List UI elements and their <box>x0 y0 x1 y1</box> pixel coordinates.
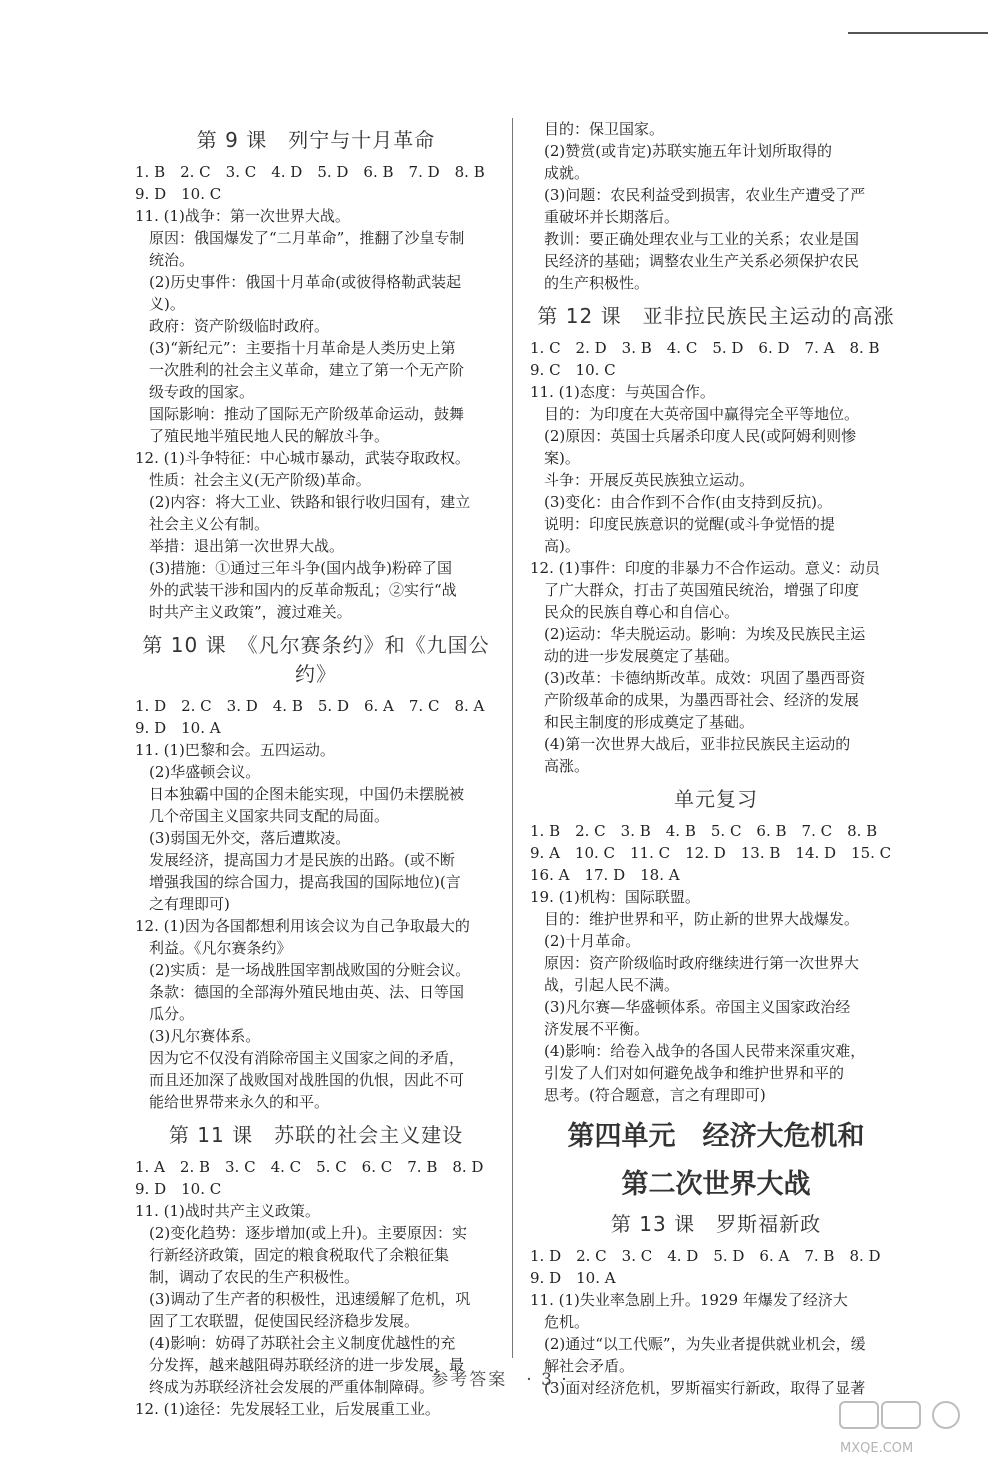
answer-line: 危机。 <box>544 1313 590 1331</box>
answer-line: 几个帝国主义国家共同支配的局面。 <box>149 807 390 825</box>
answer-line: 级专政的国家。 <box>149 383 255 401</box>
answer-line: 9. C 10. C <box>530 361 616 379</box>
answer-line: 制，调动了农民的生产积极性。 <box>149 1268 360 1286</box>
answer-line: 11. (1)巴黎和会。五四运动。 <box>135 741 335 759</box>
answer-line: 1. D 2. C 3. D 4. B 5. D 6. A 7. C 8. A <box>135 697 485 715</box>
answer-line: 引发了人们对如何避免战争和维护世界和平的 <box>544 1064 845 1082</box>
answer-line: (2)原因：英国士兵屠杀印度人民(或阿姆利则惨 <box>544 427 857 445</box>
answer-line: 斗争：开展反英民族独立运动。 <box>544 471 755 489</box>
answer-line: (4)第一次世界大战后，亚非拉民族民主运动的 <box>544 735 851 753</box>
answer-line: (2)赞赏(或肯定)苏联实施五年计划所取得的 <box>544 142 832 160</box>
answer-line: (2)华盛顿会议。 <box>149 763 261 781</box>
answer-line: 11. (1)战时共产主义政策。 <box>135 1202 320 1220</box>
answer-line: 能给世界带来永久的和平。 <box>149 1093 330 1111</box>
answer-line: 民经济的基础；调整农业生产关系必须保护农民 <box>544 252 860 270</box>
lesson-heading: 第 11 课 苏联的社会主义建设 <box>168 1123 464 1147</box>
answer-line: 思考。(符合题意，言之有理即可) <box>544 1086 766 1104</box>
answer-line: 一次胜利的社会主义革命，建立了第一个无产阶 <box>149 361 465 379</box>
answer-line: 固了工农联盟，促使国民经济稳步发展。 <box>149 1312 420 1330</box>
answer-line: 9. D 10. C <box>135 185 222 203</box>
answer-line: 重破坏并长期落后。 <box>544 208 680 226</box>
answer-line: 条款：德国的全部海外殖民地由英、法、日等国 <box>149 983 465 1001</box>
answer-line: (2)运动：华夫脱运动。影响：为埃及民族民主运 <box>544 625 866 643</box>
answer-line: 增强我国的综合国力，提高我国的国际地位)(言 <box>149 873 461 891</box>
answer-line: (2)变化趋势：逐步增加(或上升)。主要原因：实 <box>149 1224 467 1242</box>
answer-line: 义)。 <box>149 295 185 313</box>
answer-line: 19. (1)机构：国际联盟。 <box>530 888 700 906</box>
answer-line: 了殖民地半殖民地人民的解放斗争。 <box>149 427 390 445</box>
answer-line: 成就。 <box>544 164 590 182</box>
answer-line: 产阶级革命的成果，为墨西哥社会、经济的发展 <box>544 691 860 709</box>
watermark-logo <box>838 1400 988 1460</box>
answer-line: 目的：为印度在大英帝国中赢得完全平等地位。 <box>544 405 860 423</box>
page-footer: 参考答案 · 3 · <box>431 1370 569 1390</box>
lesson-heading: 单元复习 <box>674 787 758 811</box>
answer-line: (2)内容：将大工业、铁路和银行收归国有，建立 <box>149 493 471 511</box>
answer-line: (3)改革：卡德纳斯改革。成效：巩固了墨西哥资 <box>544 669 866 687</box>
answer-line: (2)历史事件：俄国十月革命(或彼得格勒武装起 <box>149 273 462 291</box>
answer-line: 12. (1)因为各国都想利用该会议为自己争取最大的 <box>135 917 470 935</box>
answer-line: 政府：资产阶级临时政府。 <box>149 317 330 335</box>
answer-line: 9. D 10. A <box>135 719 221 737</box>
column-divider <box>512 118 513 1358</box>
answer-line: 国际影响：推动了国际无产阶级革命运动，鼓舞 <box>149 405 465 423</box>
right-column <box>530 118 902 1399</box>
lesson-heading: 第 10 课 《凡尔赛条约》和《九国公约》 <box>142 633 490 686</box>
answer-line: (3)“新纪元”：主要指十月革命是人类历史上第 <box>149 339 456 357</box>
answer-line: 日本独霸中国的企图未能实现，中国仍未摆脱被 <box>149 785 465 803</box>
answer-line: 行新经济政策，固定的粮食税取代了余粮征集 <box>149 1246 450 1264</box>
answer-line: (2)通过“以工代赈”，为失业者提供就业机会，缓 <box>544 1335 866 1353</box>
lesson-heading: 第 9 课 列宁与十月革命 <box>196 128 436 152</box>
answer-line: 原因：资产阶级临时政府继续进行第一次世界大 <box>544 954 860 972</box>
answer-line: (3)凡尔赛体系。 <box>149 1027 261 1045</box>
answer-line: 性质：社会主义(无产阶级)革命。 <box>149 471 371 489</box>
answer-line: 12. (1)斗争特征：中心城市暴动，武装夺取政权。 <box>135 449 470 467</box>
answer-line: 1. A 2. B 3. C 4. C 5. C 6. C 7. B 8. D <box>135 1158 484 1176</box>
answer-line: 案)。 <box>544 449 580 467</box>
answer-line: (4)影响：给卷入战争的各国人民带来深重灾难， <box>544 1042 866 1060</box>
answer-line: 16. A 17. D 18. A <box>530 866 680 884</box>
answer-line: 分发挥，越来越阻碍苏联经济的进一步发展，最 <box>149 1356 465 1374</box>
answer-line: 的生产积极性。 <box>544 274 650 292</box>
answer-line: 11. (1)态度：与英国合作。 <box>530 383 715 401</box>
answer-line: 9. D 10. A <box>530 1269 616 1287</box>
answer-line: 社会主义公有制。 <box>149 515 270 533</box>
answer-line: 利益。《凡尔赛条约》 <box>149 939 292 957</box>
answer-line: 终成为苏联经济社会发展的严重体制障碍。 <box>149 1378 435 1396</box>
answer-line: 济发展不平衡。 <box>544 1020 650 1038</box>
answer-line: 高)。 <box>544 537 580 555</box>
answer-line: 之有理即可) <box>149 895 230 913</box>
answer-line: 高涨。 <box>544 757 590 775</box>
answer-line: 原因：俄国爆发了“二月革命”，推翻了沙皇专制 <box>149 229 465 247</box>
answer-line: (3)凡尔赛—华盛顿体系。帝国主义国家政治经 <box>544 998 851 1016</box>
answer-line: 动的进一步发展奠定了基础。 <box>544 647 740 665</box>
left-column <box>135 118 497 1420</box>
watermark-text: MXQE.COM <box>840 1441 914 1456</box>
answer-line: 教训：要正确处理农业与工业的关系；农业是国 <box>544 230 860 248</box>
answer-line: (3)措施：①通过三年斗争(国内战争)粉碎了国 <box>149 559 452 577</box>
answer-line: 时共产主义政策”，渡过难关。 <box>149 603 352 621</box>
answer-line: 1. D 2. C 3. C 4. D 5. D 6. A 7. B 8. D <box>530 1247 881 1265</box>
answer-line: 1. C 2. D 3. B 4. C 5. D 6. D 7. A 8. B <box>530 339 880 357</box>
answer-line: 外的武装干涉和国内的反革命叛乱；②实行“战 <box>149 581 457 599</box>
answer-line: 9. A 10. C 11. C 12. D 13. B 14. D 15. C <box>530 844 892 862</box>
lesson-heading: 第 13 课 罗斯福新政 <box>610 1212 822 1236</box>
unit-heading: 第二次世界大战 <box>621 1169 811 1200</box>
answer-line: 11. (1)失业率急剧上升。1929 年爆发了经济大 <box>530 1291 848 1309</box>
answer-line: 因为它不仅没有消除帝国主义国家之间的矛盾， <box>149 1049 465 1067</box>
answer-line: 举措：退出第一次世界大战。 <box>149 537 345 555</box>
answer-line: 12. (1)事件：印度的非暴力不合作运动。意义：动员 <box>530 559 880 577</box>
answer-line: (2)实质：是一场战胜国宰割战败国的分赃会议。 <box>149 961 471 979</box>
answer-line: 1. B 2. C 3. B 4. B 5. C 6. B 7. C 8. B <box>530 822 878 840</box>
lesson-heading: 第 12 课 亚非拉民族民主运动的高涨 <box>537 304 895 328</box>
answer-line: 1. B 2. C 3. C 4. D 5. D 6. B 7. D 8. B <box>135 163 485 181</box>
answer-line: 目的：保卫国家。 <box>544 120 665 138</box>
answer-line: 民众的民族自尊心和自信心。 <box>544 603 740 621</box>
answer-line: 12. (1)途径：先发展轻工业，后发展重工业。 <box>135 1400 440 1418</box>
answer-line: (3)变化：由合作到不合作(由支持到反抗)。 <box>544 493 832 511</box>
answer-line: 了广大群众，打击了英国殖民统治，增强了印度 <box>544 581 860 599</box>
answer-line: (3)弱国无外交，落后遭欺凌。 <box>149 829 351 847</box>
answer-line: 发展经济，提高国力才是民族的出路。(或不断 <box>149 851 455 869</box>
answer-line: 瓜分。 <box>149 1005 195 1023</box>
unit-heading: 第四单元 经济大危机和 <box>567 1121 865 1152</box>
answer-line: 统治。 <box>149 251 195 269</box>
answer-line: 11. (1)战争：第一次世界大战。 <box>135 207 350 225</box>
answer-line: (2)十月革命。 <box>544 932 641 950</box>
answer-line: 解社会矛盾。 <box>544 1357 635 1375</box>
answer-line: 战，引起人民不满。 <box>544 976 680 994</box>
answer-line: 说明：印度民族意识的觉醒(或斗争觉悟的提 <box>544 515 835 533</box>
answer-line: 而且还加深了战败国对战胜国的仇恨，因此不可 <box>149 1071 465 1089</box>
top-rule <box>848 32 988 34</box>
answer-line: (4)影响：妨碍了苏联社会主义制度优越性的充 <box>149 1334 456 1352</box>
answer-line: 目的：维护世界和平，防止新的世界大战爆发。 <box>544 910 860 928</box>
answer-line: 和民主制度的形成奠定了基础。 <box>544 713 755 731</box>
answer-line: (3)调动了生产者的积极性，迅速缓解了危机，巩 <box>149 1290 471 1308</box>
answer-line: (3)问题：农民利益受到损害，农业生产遭受了严 <box>544 186 866 204</box>
answer-line: 9. D 10. C <box>135 1180 222 1198</box>
answer-line: (3)面对经济危机，罗斯福实行新政，取得了显著 <box>544 1379 866 1397</box>
